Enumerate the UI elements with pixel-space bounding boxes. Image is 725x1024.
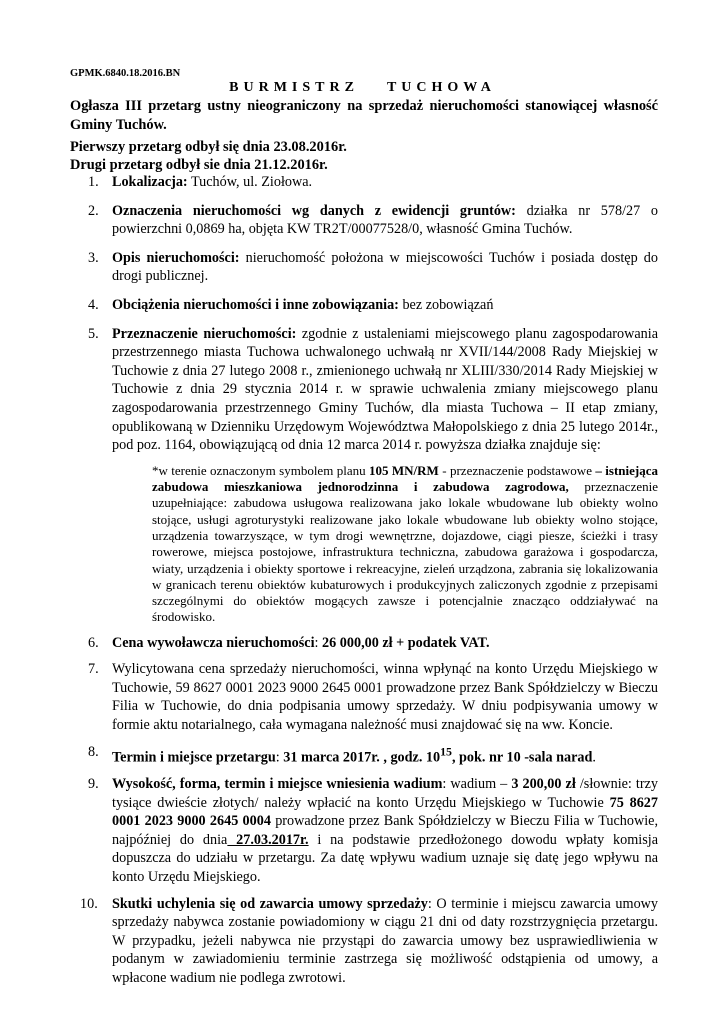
second-auction-date: Drugi przetarg odbył sie dnia 21.12.2016r.: [70, 157, 328, 173]
item-land-registry: 2. Oznaczenia nieruchomości wg danych z ewidencji gruntów: działka nr 578/27 o powierzchni 0,0869 ha, objęta KW TR2T/00077528/0, własność Gmina Tuchów.: [88, 202, 658, 238]
item-payment: 7. Wylicytowana cena sprzedaży nieruchomości, winna wpłynąć na konto Urzędu Miejskiego w Tuchowie, 59 8627 0001 2023 9000 2645 0001 prowadzone przez Bank Spółdzielczy w Bieczu Filia w Tuchowie, do dnia podpisania umowy sprzedaży. W dniu podpisywania umowy w formie aktu notarialnego, cała wymagana należność musi znajdować się na ww. Koncie.: [88, 661, 658, 734]
item-auction-time-place: 8. Termin i miejsce przetargu: 31 marca 2017r. , godz. $10^{15}$, pok. nr 10 -sala narad.: [88, 743, 596, 766]
reference-number: GPMK.6840.18.2016.BN: [70, 68, 181, 79]
announcement-headline: Ogłasza III przetarg ustny nieograniczony na sprzedaż nieruchomości stanowiącej własność Gminy Tuchów.: [70, 98, 658, 133]
item-encumbrances: 4. Obciążenia nieruchomości i inne zobowiązania: bez zobowiązań: [88, 296, 494, 313]
deposit-deadline: 27.03.2017r.: [227, 831, 309, 848]
item-description: 3. Opis nieruchomości: nieruchomość położona w miejscowości Tuchów i posiada dostęp do drogi publicznej.: [88, 249, 658, 285]
item-withdrawal-consequences: 10. Skutki uchylenia się od zawarcia umowy sprzedaży: O terminie i miejscu zawarcia umowy sprzedaży nabywca zostanie powiadomiony w ciągu 21 dni od daty rozstrzygnięcia przetargu. W przypadku, jeżeli nabywca nie przystąpi do zawarcia umowy bez usprawiedliwienia w podanym w zawiadomieniu terminie zastrzega się możliwość odstąpienia od umowy, a wpłacone wadium nie podlega zwrotowi.: [80, 895, 658, 986]
zoning-note: *w terenie oznaczonym symbolem planu 105 MN/RM - przeznaczenie podstawowe – istniejąca zabudowa mieszkaniowa jednorodzinna i zabudowa zagrodowa, przeznaczenie uzupełniające: zabudowa usługowa realizowana jako lokale wbudowane lub obiekty wolno stojące, usługi agroturystyki realizowane jako lokale wbudowane lub obiekty wolno stojące, urządzenia towarzyszące, w tym drogi wewnętrzne, dojazdowe, ciągi piesze, ścieżki i trasy rowerowe, miejsca postojowe, infrastruktura techniczna, zabudowa garażowa i gospodarcza, wiaty, urządzenia i obiekty sportowe i rekreacyjne, zieleń urządzona, zabrania się lokalizowania w granicach terenu obiektów kubaturowych i produkcyjnych zaliczonych zgodnie z przepisami szczególnymi do obiektów mogących zawsze i potencjalnie znacząco oddziaływać na środowisko.: [152, 462, 658, 625]
title-office: BURMISTRZ: [229, 80, 359, 95]
previous-auctions: [70, 138, 347, 174]
title-town: TUCHOWA: [386, 80, 496, 95]
first-auction-date: Pierwszy przetarg odbył się dnia 23.08.2016r.: [70, 139, 347, 155]
item-starting-price: 6. Cena wywoławcza nieruchomości: 26 000,00 zł + podatek VAT.: [88, 634, 490, 651]
item-zoning: 5. Przeznaczenie nieruchomości: zgodnie z ustaleniami miejscowego planu zagospodarowania przestrzennego miasta Tuchowa uchwalonego uchwałą nr XVII/144/2008 Rady Miejskiej w Tuchowie z dnia 27 lutego 2008 r., zmienionego uchwałą nr XLIII/330/2014 Rady Miejskiej w Tuchowie z dnia 29 stycznia 2014 r. w sprawie uchwalenia zmiany miejscowego planu zagospodarowania przestrzennego Gminy Tuchów, dla miasta Tuchowa – II etap zmiany, opublikowaną w Dzienniku Urzędowym Województwa Małopolskiego z dnia 25 lutego 2014r., pod poz. 1164, obowiązującą od dnia 12 marca 2014 r. powyższa działka znajduje się: *w terenie oznaczonym symbolem planu 105 MN/RM - przeznaczenie podstawowe – istniejąca zabudowa mieszkaniowa jednorodzinna i zabudowa zagrodowa, przeznaczenie uzupełniające: zabudowa usługowa realizowana jako lokale wbudowane lub obiekty wolno stojące, usługi agroturystyki realizowane jako lokale wbudowane lub obiekty wolno stojące, urządzenia towarzyszące, w tym drogi wewnętrzne, dojazdowe, ciągi piesze, ścieżki i trasy rowerowe, miejsca postojowe, infrastruktura techniczna, zabudowa garażowa i gospodarcza, wiaty, urządzenia i obiekty sportowe i rekreacyjne, zieleń urządzona, zabrania się lokalizowania w granicach terenu obiektów kubaturowych i produkcyjnych zaliczonych zgodnie z przepisami szczególnymi do obiektów mogących zawsze i potencjalnie znacząco oddziaływać na środowisko.: [88, 325, 658, 625]
item-deposit: 9. Wysokość, forma, termin i miejsce wniesienia wadium: wadium – 3 200,00 zł /słownie: trzy tysiące dwieście złotych/ należy wpłacić na konto Urzędu Miejskiego w Tuchowie 75 8627 0001 2023 9000 2645 0004 prowadzone przez Bank Spółdzielczy w Bieczu Filia w Tuchowie, najpóźniej do dnia 27.03.2017r. i na podstawie przedłożonego dowodu wpłaty komisja dopuszcza do udziału w przetargu. Za datę wpływu wadium uznaje się datę jego wpływu na konto Urzędu Miejskiego.: [88, 775, 658, 885]
item-location: 1. Lokalizacja: Tuchów, ul. Ziołowa.: [88, 174, 313, 190]
announcement-items: [70, 173, 658, 988]
document-title: [0, 80, 725, 96]
